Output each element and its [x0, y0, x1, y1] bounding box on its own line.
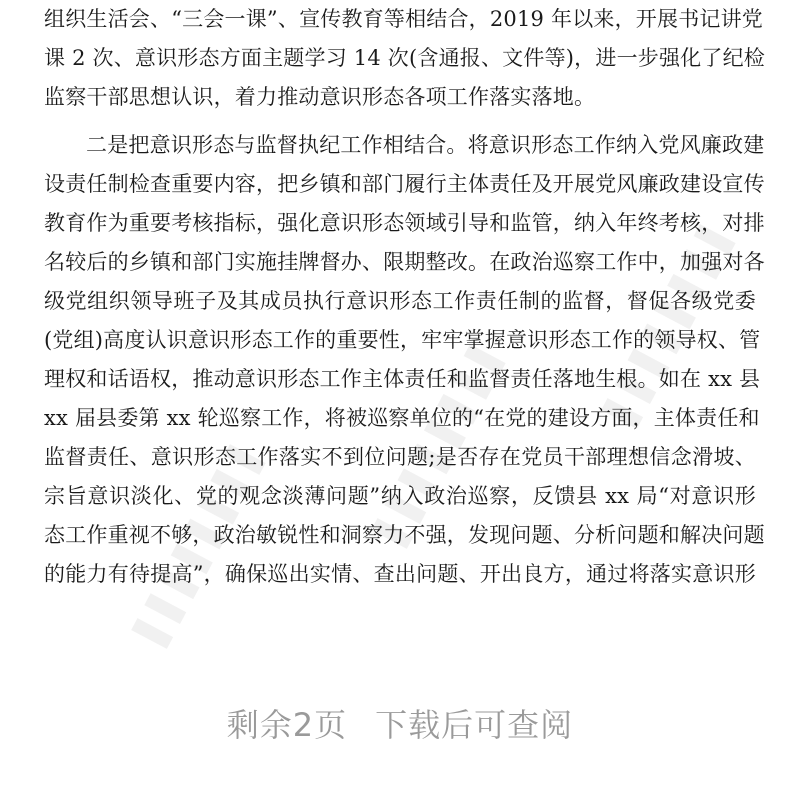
text-line: 课 2 次、意识形态方面主题学习 14 次(含通报、文件等)，进一步强化了纪检 — [44, 46, 765, 70]
text-line: 名较后的乡镇和部门实施挂牌督办、限期整改。在政治巡察工作中，加强对各 — [44, 250, 765, 274]
text-line: 二是把意识形态与监督执纪工作相结合。将意识形态工作纳入党风廉政建 — [86, 133, 765, 157]
text-line: 监督责任、意识形态工作落实不到位问题;是否存在党员干部理想信念滑坡、 — [44, 445, 756, 469]
text-line: 态工作重视不够，政治敏锐性和洞察力不强，发现问题、分析问题和解决问题 — [44, 523, 765, 547]
watermark-stripe: ▌▌▌▌▌▌▌▌ — [602, 211, 744, 429]
text-line: 组织生活会、“三会一课”、宣传教育等相结合，2019 年以来，开展书记讲党 — [44, 7, 763, 31]
watermark-stripe: ▌▌▌▌▌▌▌▌ — [132, 431, 274, 649]
text-line: 的能力有待提高”，确保巡出实情、查出问题、开出良方，通过将落实意识形 — [44, 562, 756, 586]
text-line: 宗旨意识淡化、党的观念淡薄问题”纳入政治巡察，反馈县 xx 局“对意识形 — [44, 484, 756, 508]
text-line: 教育作为重要考核指标，强化意识形态领域引导和监管，纳入年终考核，对排 — [44, 211, 765, 235]
text-line: 设责任制检查重要内容，把乡镇和部门履行主体责任及开展党风廉政建设宣传 — [44, 172, 765, 196]
download-hint-label: 下载后可查阅 — [375, 706, 574, 744]
text-line: (党组)高度认识意识形态工作的重要性，牢牢掌握意识形态工作的领导权、管 — [44, 328, 761, 352]
text-line: 级党组织领导班子及其成员执行意识形态工作责任制的监督，督促各级党委 — [44, 289, 756, 313]
watermark-stripe: ▌▌▌▌▌▌▌▌ — [372, 331, 514, 549]
paragraph-2 — [44, 126, 765, 594]
text-line: 监察干部思想认识，着力推动意识形态各项工作落实落地。 — [44, 85, 596, 109]
text-line: xx 届县委第 xx 轮巡察工作，将被巡察单位的“在党的建设方面，主体责任和 — [44, 406, 760, 430]
paragraph-1 — [44, 0, 765, 117]
text-line: 理权和话语权，推动意识形态工作主体责任和监督责任落地生根。如在 xx 县 — [44, 367, 761, 391]
remaining-pages-label: 剩余2页 — [226, 706, 348, 744]
download-prompt[interactable] — [0, 700, 800, 746]
